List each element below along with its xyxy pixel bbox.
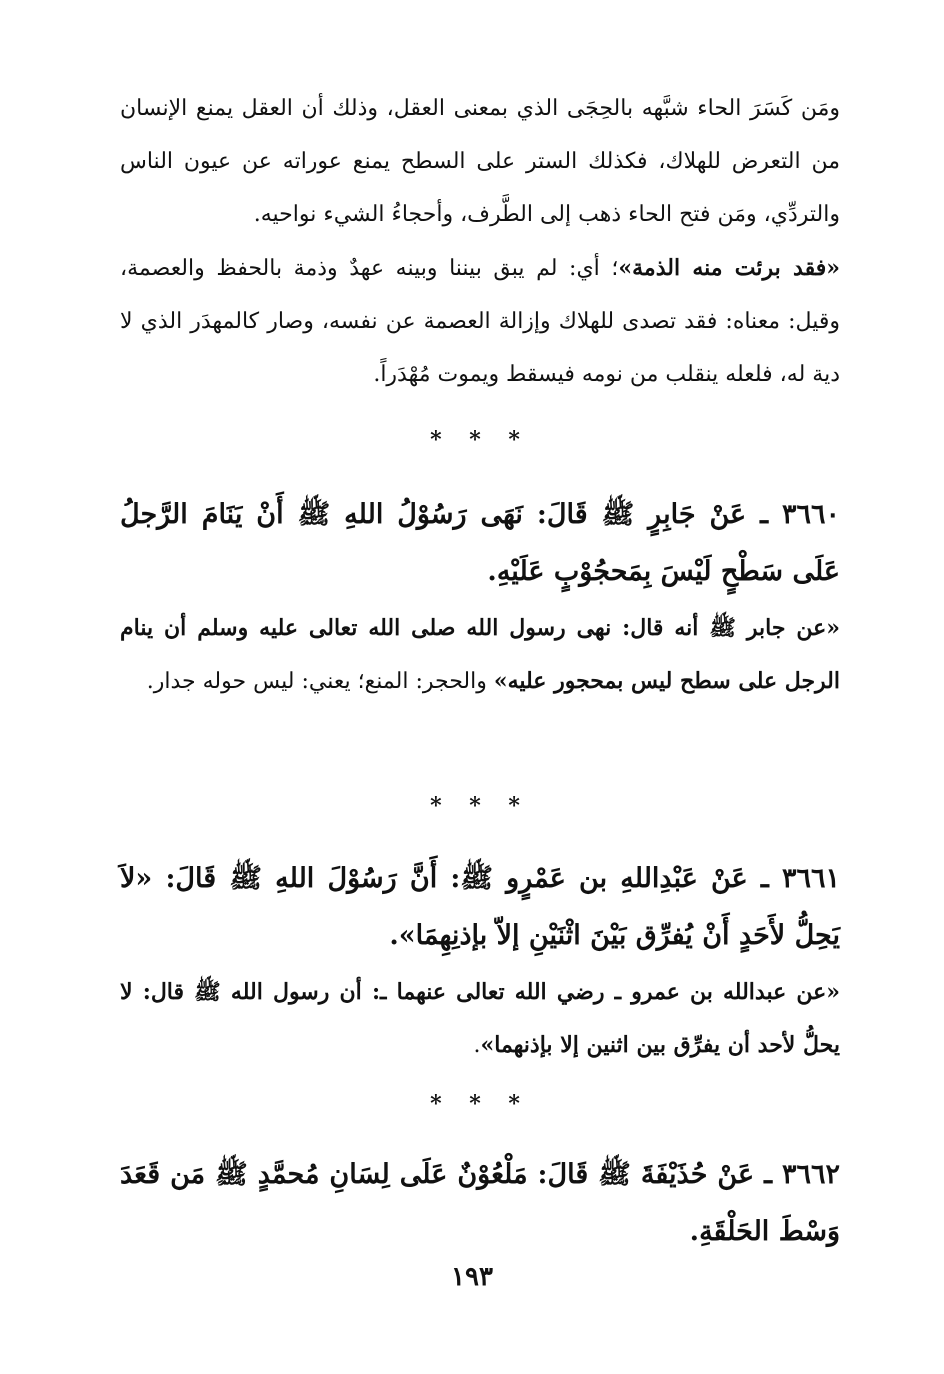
commentary-3660 xyxy=(120,602,840,768)
hadith-text: ٣٦٦٢ ـ عَنْ حُذَيْفَةَ ﷺ قَالَ: مَلْعُوْنٌ عَلَى لِسَانِ مُحمَّدٍ ﷺ مَن قَعَدَ وَسْطَ الحَلْقَةِ. xyxy=(120,1159,840,1247)
commentary-3661 xyxy=(120,966,840,1076)
paragraph-text: ؛ أي: لم يبق بيننا وبينه عهدٌ وذمة بالحفظ والعصمة، وقيل: معناه: فقد تصدى للهلاك وإزالة العصمة عن نفسه، وصار كالمهدَر الذي لا دية له، فلعله ينقلب من نومه فيسقط ويموت مُهْدَراً. xyxy=(120,256,840,387)
commentary-paragraph-2 xyxy=(120,242,840,402)
page-number: ١٩٣ xyxy=(451,1262,493,1292)
hadith-3661 xyxy=(120,850,840,966)
section-separator: * * * xyxy=(430,1091,530,1117)
hadith-text: ٣٦٦١ ـ عَنْ عَبْدِاللهِ بن عَمْرٍو ﷺ: أَنَّ رَسُوْلَ اللهِ ﷺ قَالَ: «لاَ يَحِلُّ لأَحَدٍ أَنْ يُفرِّق بَيْنَ اثْنَيْنِ إلاّ بإذنِهِمَا». xyxy=(120,863,840,951)
hadith-text: ٣٦٦٠ ـ عَنْ جَابِرٍ ﷺ قَالَ: نَهَى رَسُوْلُ اللهِ ﷺ أَنْ يَنَامَ الرَّجلُ عَلَى سَطْحٍ لَيْسَ بِمَحجُوْبٍ عَلَيْهِ. xyxy=(120,499,840,587)
quoted-phrase: «فقد برئت منه الذمة» xyxy=(618,255,840,281)
section-separator: * * * xyxy=(430,427,530,453)
section-separator: * * * xyxy=(430,793,530,819)
commentary-paragraph-1 xyxy=(120,82,840,242)
quoted-hadith: «عن جابر ﷺ أنه قال: نهى رسول الله صلى الله تعالى عليه وسلم أن ينام الرجل على سطح ليس بمحجور عليه» xyxy=(120,615,840,694)
paragraph-text: . xyxy=(473,1033,481,1058)
hadith-3662 xyxy=(120,1146,840,1262)
paragraph-text: ومَن كَسَرَ الحاء شبَّهه بالحِجَى الذي بمعنى العقل، وذلك أن العقل يمنع الإنسان من التعرض للهلاك، فكذلك الستر على السطح يمنع عوراته عن عيون الناس والتردِّي، ومَن فتح الحاء ذهب إلى الطَّرف، وأحجاءُ الشيء نواحيه. xyxy=(120,96,840,227)
hadith-3660 xyxy=(120,486,840,602)
page-body xyxy=(120,82,840,1372)
quoted-hadith: «عن عبدالله بن عمرو ـ رضي الله تعالى عنهما ـ: أن رسول الله ﷺ قال: لا يحلُّ لأحد أن يفرِّق بين اثنين إلا بإذنهما» xyxy=(120,979,840,1058)
paragraph-text: والحجر: المنع؛ يعني: ليس حوله جدار. xyxy=(146,669,494,694)
